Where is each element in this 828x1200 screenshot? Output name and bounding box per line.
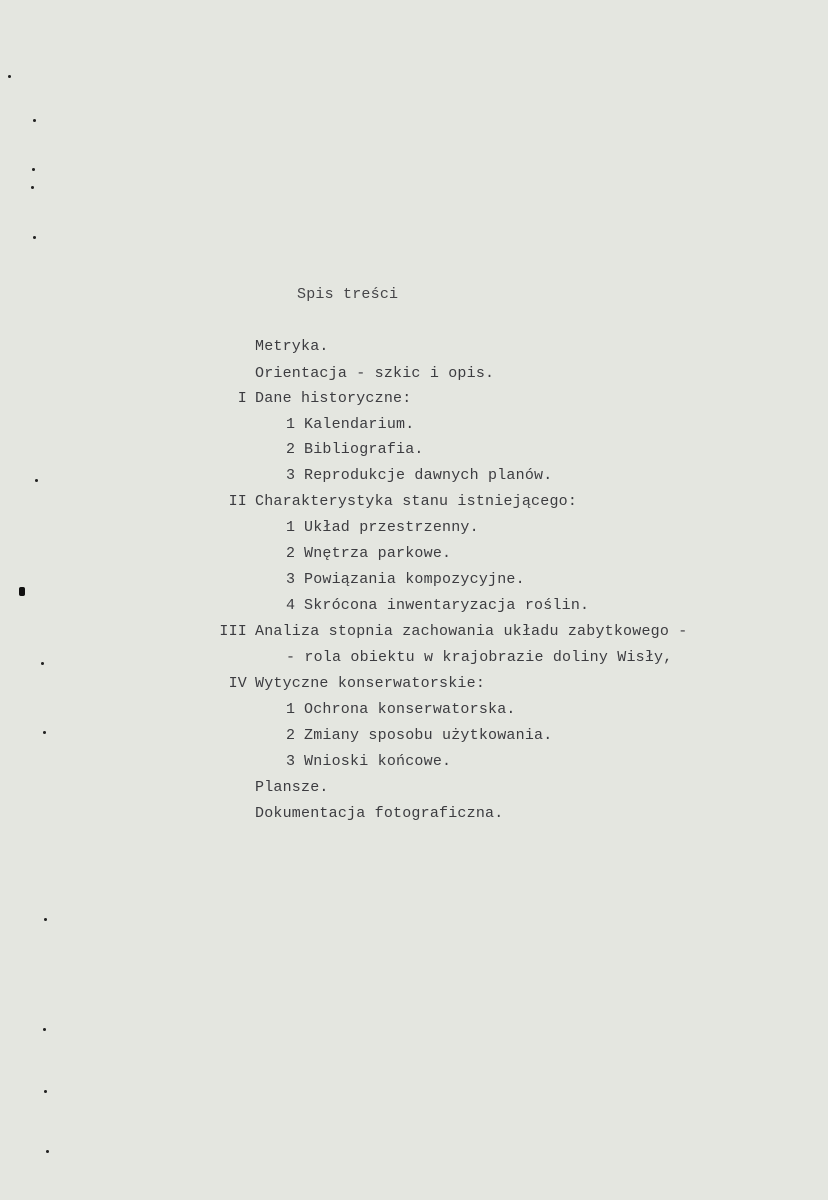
toc-entry: Wytyczne konserwatorskie:: [255, 675, 486, 692]
toc-entry: Plansze.: [255, 779, 329, 796]
margin-mark: [41, 662, 44, 665]
toc-entry: Kalendarium.: [304, 416, 415, 433]
toc-entry: - rola obiektu w krajobrazie doliny Wisły,: [286, 649, 673, 666]
toc-entry: Skrócona inwentaryzacja roślin.: [304, 597, 590, 614]
toc-section-number: III: [219, 623, 247, 640]
margin-mark: [8, 75, 11, 78]
toc-item-number: 3: [286, 571, 296, 588]
toc-entry: Wnętrza parkowe.: [304, 545, 452, 562]
margin-mark: [32, 168, 35, 171]
toc-entry: Wnioski końcowe.: [304, 753, 452, 770]
toc-entry: Powiązania kompozycyjne.: [304, 571, 525, 588]
toc-item-number: 3: [286, 753, 296, 770]
toc-entry: Zmiany sposobu użytkowania.: [304, 727, 553, 744]
toc-entry: Bibliografia.: [304, 441, 424, 458]
margin-mark: [19, 587, 25, 596]
toc-entry: Charakterystyka stanu istniejącego:: [255, 493, 578, 510]
margin-mark: [46, 1150, 49, 1153]
toc-entry: Dane historyczne:: [255, 390, 412, 407]
toc-item-number: 1: [286, 519, 296, 536]
toc-entry: Metryka.: [255, 338, 329, 355]
toc-entry: Dokumentacja fotograficzna.: [255, 805, 504, 822]
toc-item-number: 2: [286, 545, 296, 562]
toc-section-number: IV: [228, 675, 247, 692]
margin-mark: [43, 731, 46, 734]
toc-entry: Analiza stopnia zachowania układu zabytkowego -: [255, 623, 688, 640]
toc-item-number: 4: [286, 597, 296, 614]
margin-mark: [44, 1090, 47, 1093]
toc-section-number: II: [228, 493, 247, 510]
toc-item-number: 2: [286, 441, 296, 458]
toc-item-number: 1: [286, 701, 296, 718]
margin-mark: [33, 236, 36, 239]
toc-item-number: 3: [286, 467, 296, 484]
toc-item-number: 2: [286, 727, 296, 744]
toc-entry: Orientacja - szkic i opis.: [255, 365, 495, 382]
toc-entry: Układ przestrzenny.: [304, 519, 479, 536]
margin-mark: [33, 119, 36, 122]
toc-entry: Reprodukcje dawnych planów.: [304, 467, 553, 484]
toc-section-number: I: [237, 390, 247, 407]
margin-mark: [43, 1028, 46, 1031]
page-title: Spis treści: [297, 286, 399, 303]
margin-mark: [31, 186, 34, 189]
toc-item-number: 1: [286, 416, 296, 433]
margin-mark: [44, 918, 47, 921]
toc-entry: Ochrona konserwatorska.: [304, 701, 516, 718]
margin-mark: [35, 479, 38, 482]
